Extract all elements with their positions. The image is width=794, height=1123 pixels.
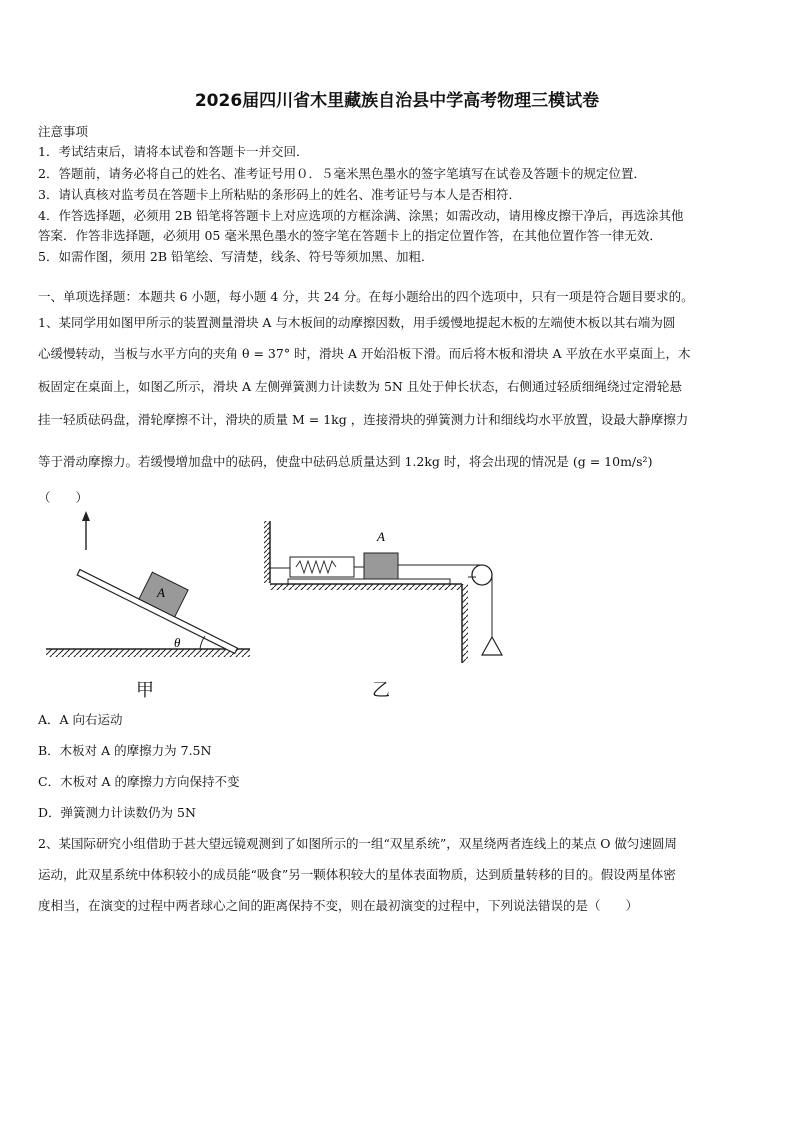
block-a	[364, 553, 398, 579]
question-text-line: 挂一轻质砝码盘，滑轮摩擦不计，滑块的质量 M = 1kg ，连接滑块的弹簧测力计和细线均水平放置，设最大静摩擦力	[38, 412, 689, 427]
question-text-line: 2、某国际研究小组借助于甚大望远镜观测到了如图所示的一组“双星系统”，双星绕两者连线上的某点 O 做匀速圆周	[38, 836, 677, 851]
notice-item: 2．答题前，请务必将自己的姓名、准考证号用０．５毫米黑色墨水的签字笔填写在试卷及答题卡的规定位置．	[38, 166, 646, 181]
option-b: B．木板对 A 的摩擦力为 7.5N	[38, 743, 212, 758]
page-title: 2026届四川省木里藏族自治县中学高考物理三模试卷	[194, 91, 600, 111]
notice-item: 1．考试结束后，请将本试卷和答题卡一并交回．	[38, 144, 309, 159]
figure-yi-label: 乙	[372, 680, 390, 701]
answer-bracket: （ ）	[38, 490, 89, 505]
notice-item: 5．如需作图，须用 2B 铅笔绘、写清楚，线条、符号等须加黑、加粗．	[38, 249, 434, 264]
table-hatch	[270, 584, 462, 590]
section-heading: 一、单项选择题：本题共 6 小题，每小题 4 分，共 24 分。在每小题给出的四个选项中，只有一项是符合题目要求的。	[38, 289, 694, 304]
pulley	[472, 565, 492, 585]
ground-hatch	[46, 649, 250, 657]
block-a-label: A	[157, 585, 165, 600]
notice-item: 4．作答选择题，必须用 2B 铅笔将答题卡上对应选项的方框涂满、涂黑；如需改动，请用橡皮擦干净后，再选涂其他	[38, 208, 684, 223]
question-text-line: 等于滑动摩擦力。若缓慢增加盘中的砝码，使盘中砝码总质量达到 1.2kg 时，将会出现的情况是 (g = 10m/s²)	[38, 454, 653, 469]
figure-jia-inclined-plane	[40, 505, 260, 665]
option-a: A．A 向右运动	[38, 712, 123, 727]
notice-heading: 注意事项	[38, 124, 89, 139]
question-text-line: 1、某同学用如图甲所示的装置测量滑块 A 与木板间的动摩擦因数，用手缓慢地提起木板的左端使木板以其右端为圆	[38, 315, 676, 330]
theta-label: θ	[174, 635, 181, 650]
question-text-line: 运动，此双星系统中体积较小的成员能“吸食”另一颗体积较大的星体表面物质，达到质量转移的目的。假设两星体密	[38, 867, 676, 882]
question-text-line: 度相当，在演变的过程中两者球心之间的距离保持不变，则在最初演变的过程中，下列说法错误的是（ ）	[38, 898, 639, 913]
wall-hatch	[264, 521, 270, 583]
figure-yi-horizontal-setup	[262, 515, 522, 665]
option-d: D．弹簧测力计读数仍为 5N	[38, 805, 196, 820]
table-edge-hatch	[462, 584, 468, 663]
notice-item: 答案．作答非选择题，必须用 05 毫米黑色墨水的签字笔在答题卡上的指定位置作答，在其他位置作答一律无效．	[38, 228, 662, 243]
weight-pan	[482, 637, 502, 655]
figure-jia-label: 甲	[136, 680, 154, 701]
question-text-line: 心缓慢转动，当板与水平方向的夹角 θ = 37° 时，滑块 A 开始沿板下滑。而后将木板和滑块 A 平放在水平桌面上，木	[38, 346, 691, 361]
block-a-label: A	[377, 529, 385, 544]
arrow-head	[82, 511, 90, 521]
option-c: C．木板对 A 的摩擦力方向保持不变	[38, 774, 240, 789]
question-text-line: 板固定在桌面上，如图乙所示，滑块 A 左侧弹簧测力计读数为 5N 且处于伸长状态，右侧通过轻质细绳绕过定滑轮悬	[38, 379, 682, 394]
notice-item: 3．请认真核对监考员在答题卡上所粘贴的条形码上的姓名、准考证号与本人是否相符．	[38, 187, 521, 202]
